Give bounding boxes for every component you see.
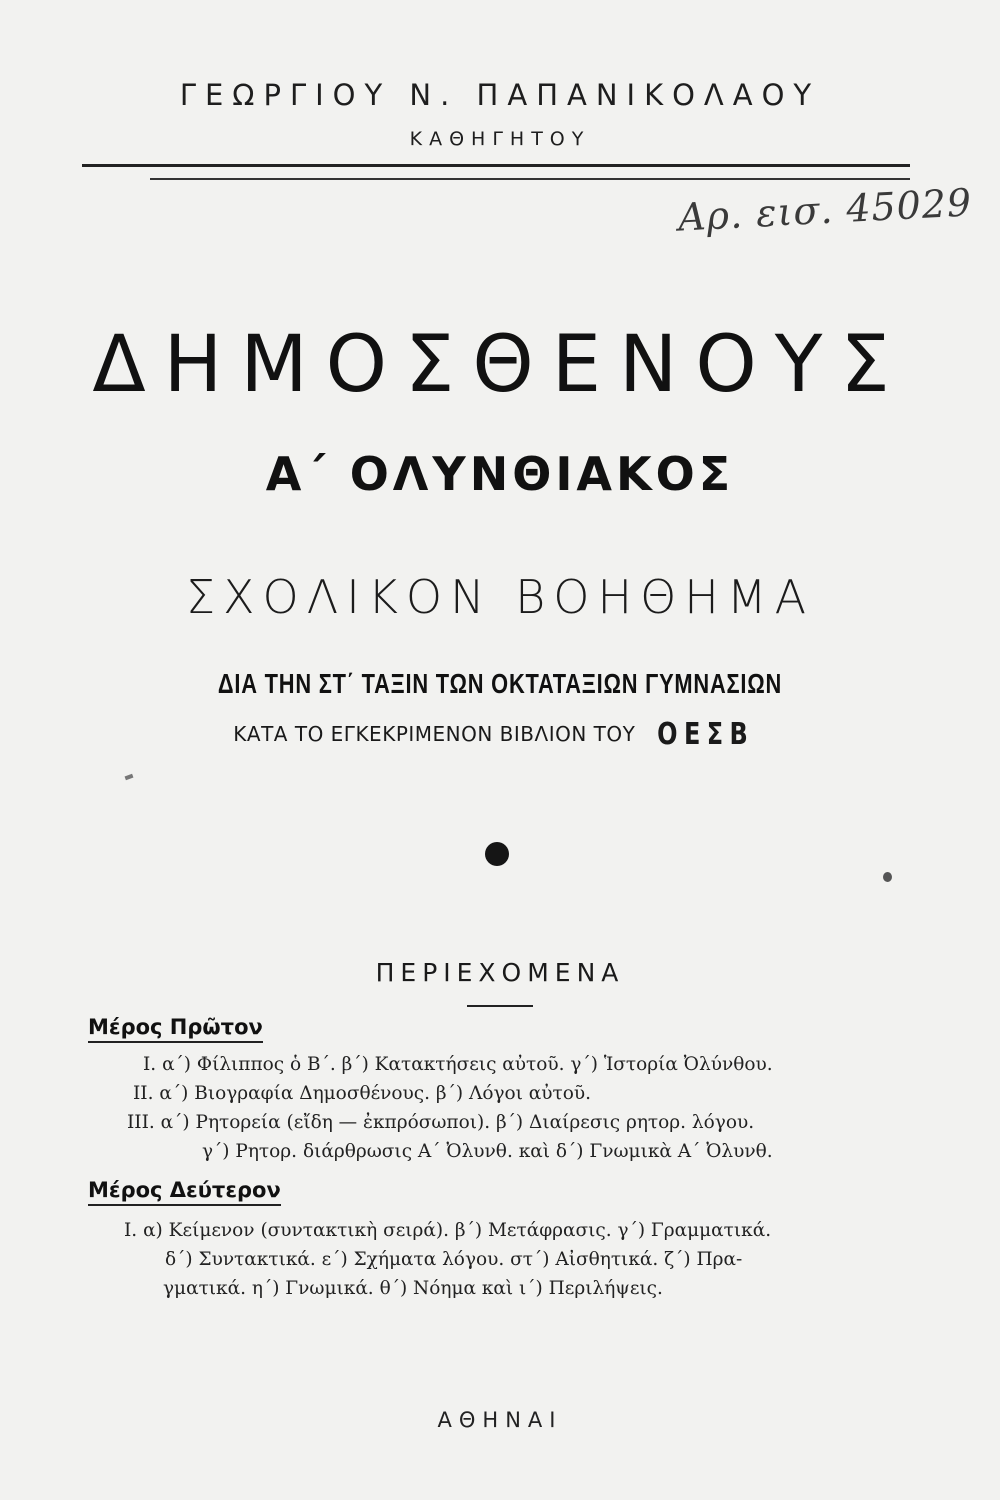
target-class-line: ΔΙΑ ΤΗΝ ΣΤ΄ ΤΑΞΙΝ ΤΩΝ ΟΚΤΑΤΑΞΙΩΝ ΓΥΜΝΑΣΙΩΝ	[217, 668, 783, 699]
bullet-ornament	[485, 842, 509, 866]
toc-line: I. α΄) Φίλιππος ὁ Β΄. β΄) Κατακτήσεις αὐτοῦ. γ΄) Ἱστορία Ὀλύνθου.	[143, 1054, 773, 1075]
author-title: ΚΑΘΗΓΗΤΟΥ	[409, 128, 591, 150]
handwritten-archive-note: Αρ. εισ. 45029	[677, 180, 974, 240]
print-speck	[883, 872, 892, 882]
contents-rule	[467, 1005, 533, 1007]
toc-line: II. α΄) Βιογραφία Δημοσθένους. β΄) Λόγοι αὐτοῦ.	[133, 1083, 592, 1104]
approval-line	[0, 717, 1000, 752]
toc-line: γ΄) Ρητορ. διάρθρωσις Α΄ Ὀλυνθ. καὶ δ΄) Γνωμικὰ Α΄ Ὀλυνθ.	[202, 1141, 773, 1162]
part-one-heading: Μέρος Πρῶτον	[88, 1015, 263, 1043]
toc-line: I. α) Κείμενον (συντακτικὴ σειρά). β΄) Μετάφρασις. γ΄) Γραμματικά.	[124, 1220, 772, 1241]
book-type: ΣΧΟΛΙΚΟΝ ΒΟΗΘΗΜΑ	[185, 570, 815, 624]
publication-place: ΑΘΗΝΑΙ	[437, 1408, 563, 1432]
toc-line: III. α΄) Ρητορεία (εἴδη — ἐκπρόσωποι). β΄) Διαίρεσις ρητορ. λόγου.	[127, 1112, 755, 1133]
header-rule-top	[82, 164, 910, 167]
approval-text: ΚΑΤΑ ΤΟ ΕΓΚΕΚΡΙΜΕΝΟΝ ΒΙΒΛΙΟΝ ΤΟΥ	[233, 722, 636, 746]
main-title: ΔΗΜΟΣΘΕΝΟΥΣ	[92, 320, 908, 410]
contents-heading: ΠΕΡΙΕΧΟΜΕΝΑ	[375, 958, 625, 987]
subtitle: Α΄ ΟΛΥΝΘΙΑΚΟΣ	[265, 447, 735, 501]
toc-line: γματικά. η΄) Γνωμικά. θ΄) Νόημα καὶ ι΄) Περιλήψεις.	[163, 1278, 663, 1299]
toc-line: δ΄) Συντακτικά. ε΄) Σχήματα λόγου. στ΄) Αἰσθητικά. ζ΄) Πρα-	[165, 1249, 743, 1270]
header-rule-bottom	[150, 178, 910, 180]
author-name: ΓΕΩΡΓΙΟΥ Ν. ΠΑΠΑΝΙΚΟΛΑΟΥ	[179, 78, 821, 112]
organization-acronym: ΟΕΣΒ	[657, 717, 755, 752]
print-speck	[125, 774, 134, 780]
part-two-heading: Μέρος Δεύτερον	[88, 1178, 281, 1206]
